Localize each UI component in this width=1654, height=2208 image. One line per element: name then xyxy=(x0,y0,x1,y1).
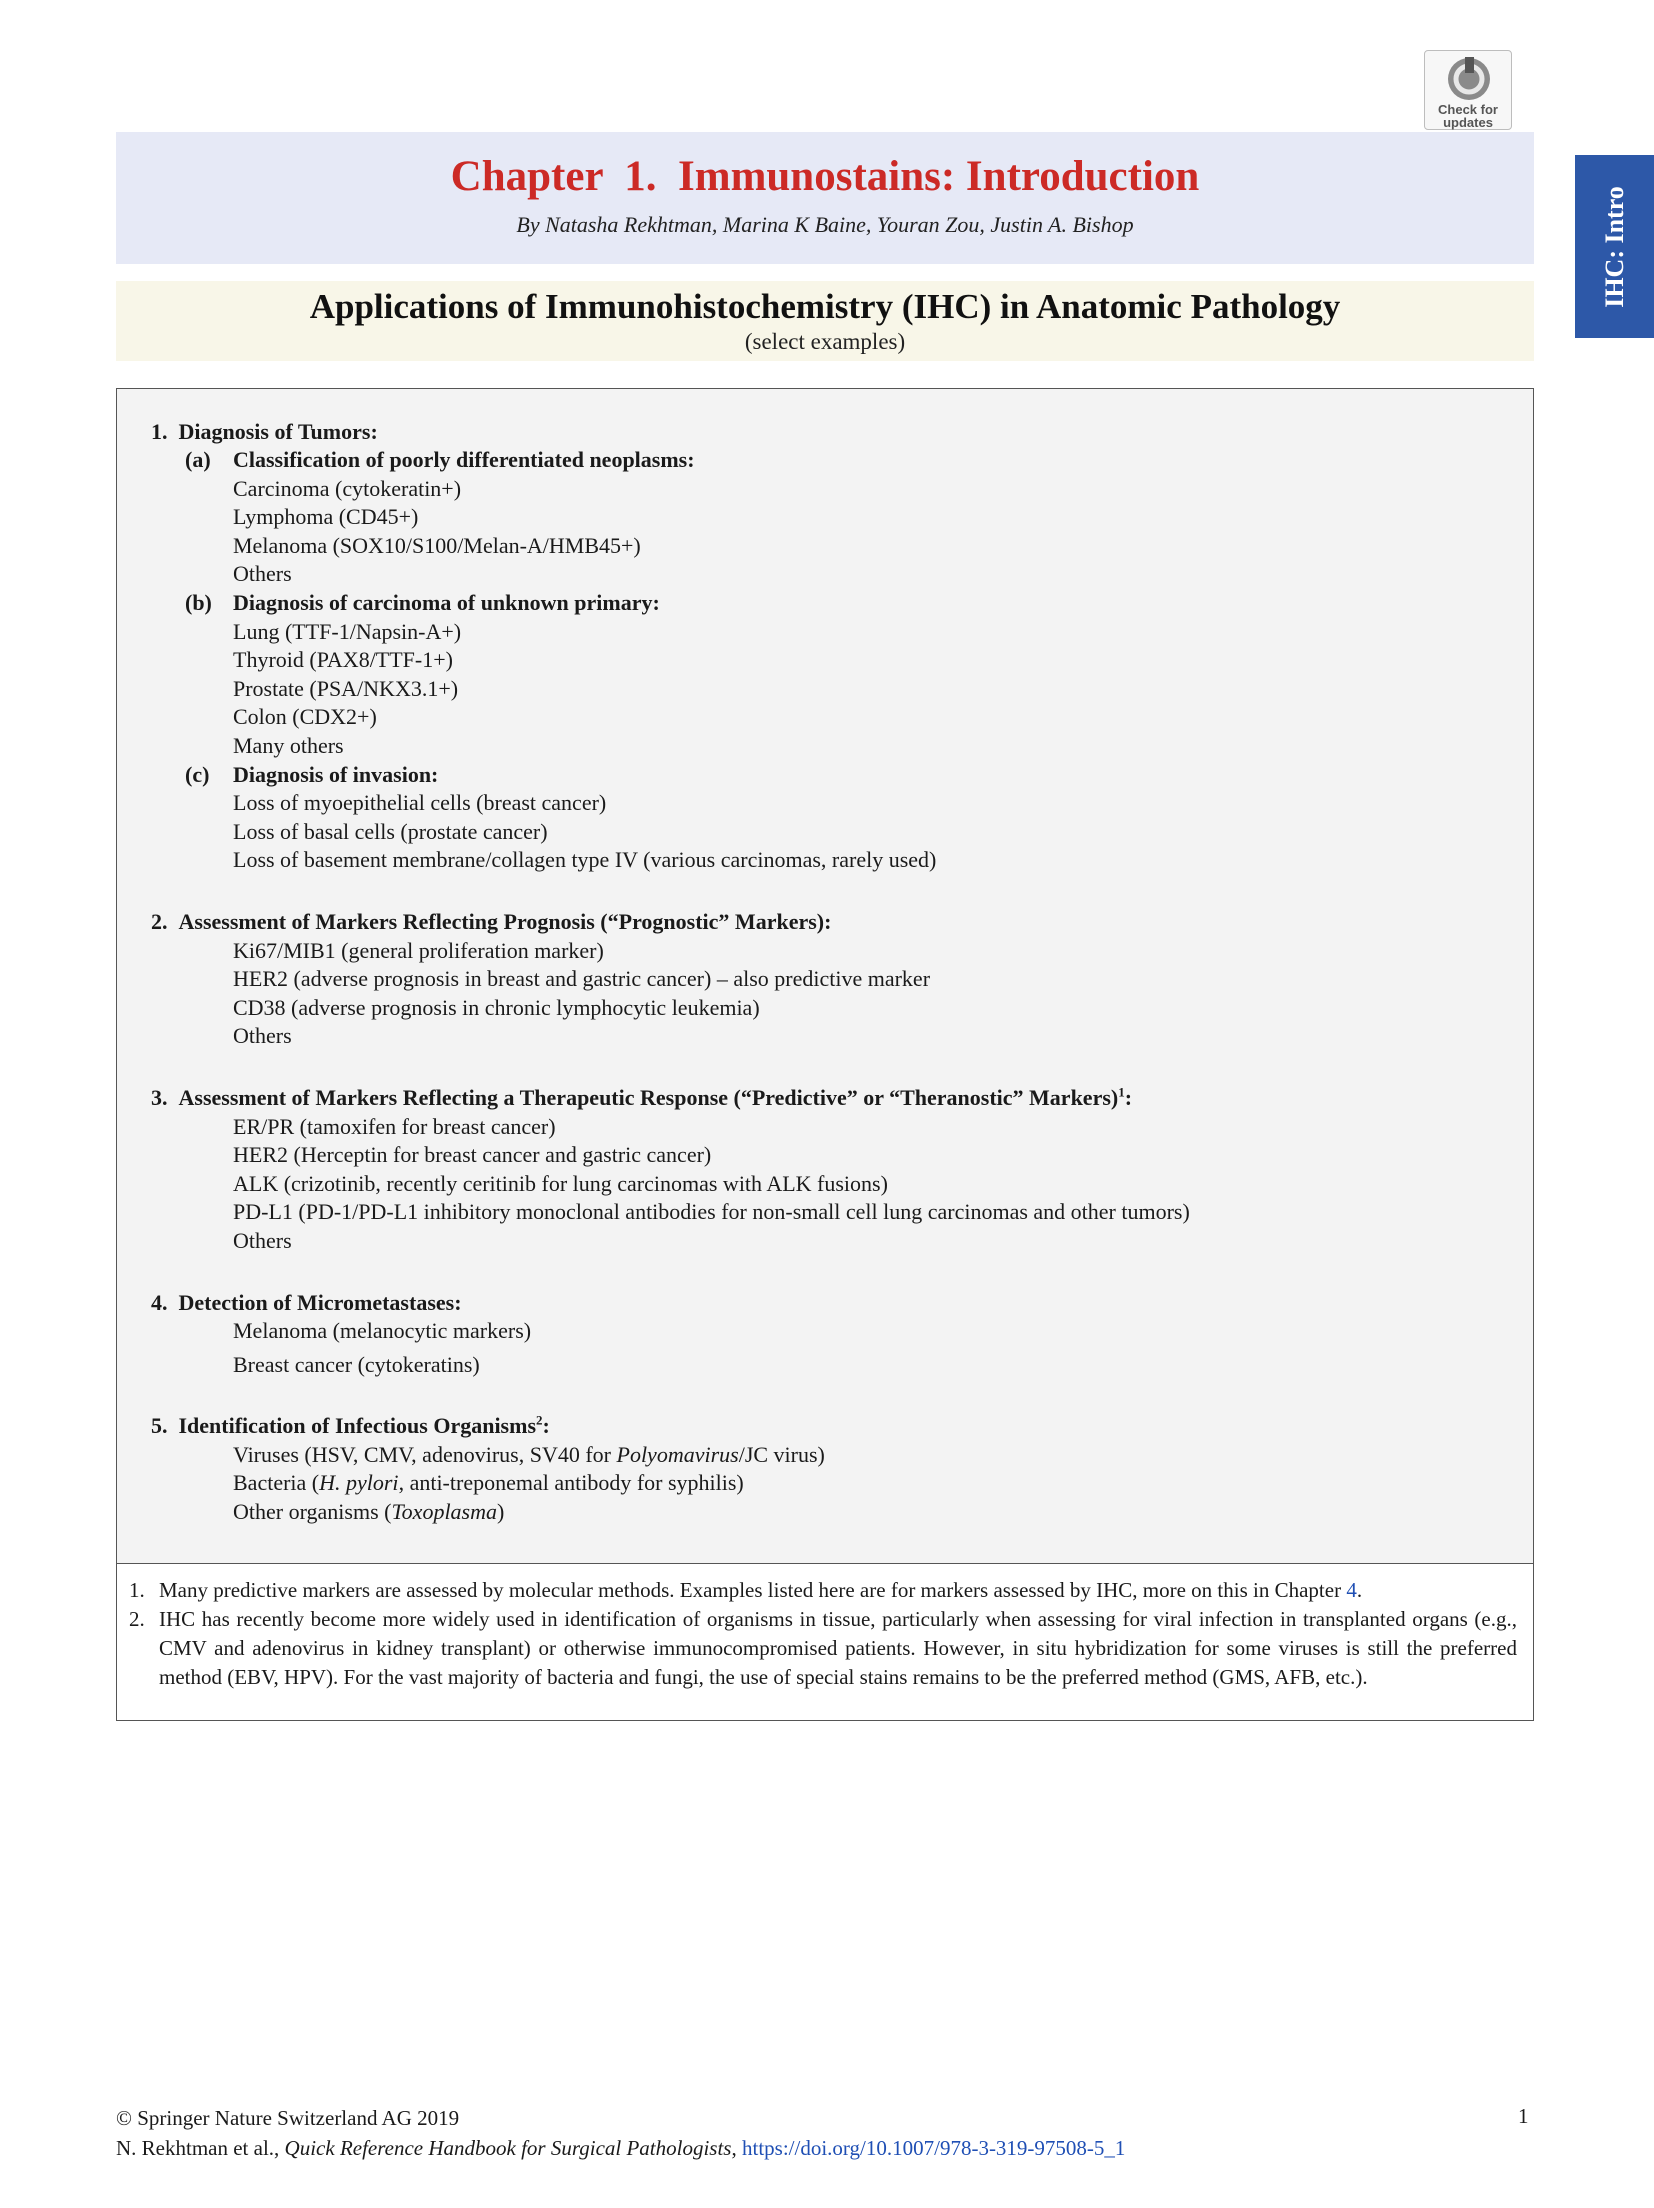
section-2-title: Assessment of Markers Reflecting Prognosis (“Prognostic” Markers): xyxy=(178,909,832,934)
section-4-heading xyxy=(151,1289,462,1317)
list-item: Thyroid (PAX8/TTF-1+) xyxy=(233,647,453,672)
subsection-a-label: (a) xyxy=(185,447,211,472)
list-item: CD38 (adverse prognosis in chronic lymphocytic leukemia) xyxy=(233,995,760,1020)
list-item: ALK (crizotinib, recently ceritinib for lung carcinomas with ALK fusions) xyxy=(233,1171,888,1196)
list-item: PD-L1 (PD-1/PD-L1 inhibitory monoclonal antibodies for non-small cell lung carcinomas and other tumors) xyxy=(233,1199,1190,1224)
section-5-heading xyxy=(151,1412,550,1440)
other-text: Other organisms ( xyxy=(233,1499,392,1524)
section-header xyxy=(116,281,1534,361)
doi-link[interactable]: https://doi.org/10.1007/978-3-319-97508-5_1 xyxy=(741,2136,1126,2160)
footnote-ref-1[interactable]: 1 xyxy=(1118,1084,1125,1100)
list-item: Melanoma (SOX10/S100/Melan-A/HMB45+) xyxy=(233,533,641,558)
bacteria-text-end: , anti-treponemal antibody for syphilis) xyxy=(398,1470,744,1495)
other-italic: Toxoplasma xyxy=(391,1499,498,1524)
section-2-number: 2. xyxy=(151,909,168,934)
list-item: Many others xyxy=(233,733,344,758)
list-item: HER2 (adverse prognosis in breast and gastric cancer) – also predictive marker xyxy=(233,966,931,991)
page-number: 1 xyxy=(1518,2104,1529,2128)
applications-list-box xyxy=(116,388,1534,1564)
footnote-2 xyxy=(129,1605,1517,1692)
section-4-number: 4. xyxy=(151,1290,168,1315)
side-thumb-tab xyxy=(1575,155,1654,338)
chapter-header xyxy=(116,132,1534,264)
citation-line xyxy=(116,2134,1125,2162)
citation-separator: , xyxy=(731,2136,742,2160)
badge-label xyxy=(1425,103,1511,129)
section-1-heading xyxy=(151,418,378,446)
citation-book-title: Quick Reference Handbook for Surgical Pathologists xyxy=(284,2136,732,2160)
badge-line-2: updates xyxy=(1443,115,1493,130)
list-item: Lymphoma (CD45+) xyxy=(233,504,419,529)
list-item: Ki67/MIB1 (general proliferation marker) xyxy=(233,938,604,963)
footnotes-box xyxy=(116,1564,1534,1721)
footnote-1-text: Many predictive markers are assessed by molecular methods. Examples listed here are for markers assessed by IHC, more on this in Chapter xyxy=(159,1578,1347,1602)
section-3-number: 3. xyxy=(151,1085,168,1110)
section-3-colon: : xyxy=(1124,1085,1133,1110)
list-item: Prostate (PSA/NKX3.1+) xyxy=(233,676,459,701)
other-text-end: ) xyxy=(497,1499,505,1524)
section-3-title: Assessment of Markers Reflecting a Therapeutic Response (“Predictive” or “Theranostic” Markers) xyxy=(178,1085,1119,1110)
update-check-icon xyxy=(1445,55,1493,103)
footnote-2-number: 2. xyxy=(129,1607,145,1631)
subsection-b-heading: Diagnosis of carcinoma of unknown primary: xyxy=(233,590,660,615)
check-for-updates-badge[interactable] xyxy=(1424,50,1512,130)
list-item: Loss of basal cells (prostate cancer) xyxy=(233,819,548,844)
subsection-c-heading: Diagnosis of invasion: xyxy=(233,762,439,787)
list-item-other-organisms xyxy=(233,1498,504,1526)
section-title: Applications of Immunohistochemistry (IHC) in Anatomic Pathology xyxy=(309,287,1341,326)
list-item: Others xyxy=(233,1228,292,1253)
chapter-4-link[interactable]: 4 xyxy=(1346,1578,1357,1602)
list-item-viruses xyxy=(233,1441,825,1469)
section-5-colon: : xyxy=(542,1413,550,1438)
list-item: HER2 (Herceptin for breast cancer and gastric cancer) xyxy=(233,1142,712,1167)
chapter-title: Chapter 1. Immunostains: Introduction xyxy=(450,153,1200,200)
list-item: Others xyxy=(233,561,292,586)
list-item: Melanoma (melanocytic markers) xyxy=(233,1318,532,1343)
subsection-b-label: (b) xyxy=(185,590,212,615)
bacteria-text: Bacteria ( xyxy=(233,1470,320,1495)
footnote-1-end: . xyxy=(1356,1578,1363,1602)
citation-authors: N. Rekhtman et al., xyxy=(116,2136,285,2160)
badge-line-1: Check for xyxy=(1438,102,1498,117)
list-item: Breast cancer (cytokeratins) xyxy=(233,1352,480,1377)
bacteria-italic: H. pylori xyxy=(319,1470,399,1495)
copyright-line: © Springer Nature Switzerland AG 2019 xyxy=(116,2106,460,2130)
section-subtitle: (select examples) xyxy=(744,329,906,354)
section-1-number: 1. xyxy=(151,419,168,444)
chapter-authors: By Natasha Rekhtman, Marina K Baine, Youran Zou, Justin A. Bishop xyxy=(516,212,1134,237)
list-item-bacteria xyxy=(233,1469,744,1497)
list-item: Colon (CDX2+) xyxy=(233,704,377,729)
viruses-text: Viruses (HSV, CMV, adenovirus, SV40 for xyxy=(233,1442,617,1467)
footnote-1 xyxy=(129,1576,1517,1605)
viruses-text-end: /JC virus) xyxy=(738,1442,825,1467)
section-5-number: 5. xyxy=(151,1413,168,1438)
list-item: Carcinoma (cytokeratin+) xyxy=(233,476,462,501)
side-tab-label: IHC: Intro xyxy=(1599,185,1629,308)
section-5-title: Identification of Infectious Organisms xyxy=(178,1413,536,1438)
footnote-1-number: 1. xyxy=(129,1578,145,1602)
section-2-heading xyxy=(151,908,831,936)
section-3-heading xyxy=(151,1084,1132,1112)
footnote-2-text: IHC has recently become more widely used in identification of organisms in tissue, particularly when assessing for viral infection in transplanted organs (e.g., CMV and adenovirus in kidney transplant) or otherwise immunocompromised patients. However, in situ hybridization for some viruses is still the preferred method (EBV, HPV). For the vast majority of bacteria and fungi, the use of special stains remains to be the preferred method (GMS, AFB, etc.). xyxy=(159,1607,1517,1689)
list-item: Loss of basement membrane/collagen type IV (various carcinomas, rarely used) xyxy=(233,847,937,872)
list-item: Lung (TTF-1/Napsin-A+) xyxy=(233,619,462,644)
list-item: Loss of myoepithelial cells (breast cancer) xyxy=(233,790,607,815)
section-4-title: Detection of Micrometastases: xyxy=(178,1290,462,1315)
footnote-ref-2[interactable]: 2 xyxy=(536,1412,543,1428)
list-item: ER/PR (tamoxifen for breast cancer) xyxy=(233,1114,556,1139)
viruses-italic: Polyomavirus xyxy=(616,1442,739,1467)
section-1-title: Diagnosis of Tumors: xyxy=(178,419,378,444)
list-item: Others xyxy=(233,1023,292,1048)
subsection-c-label: (c) xyxy=(185,762,210,787)
subsection-a-heading: Classification of poorly differentiated neoplasms: xyxy=(233,447,695,472)
